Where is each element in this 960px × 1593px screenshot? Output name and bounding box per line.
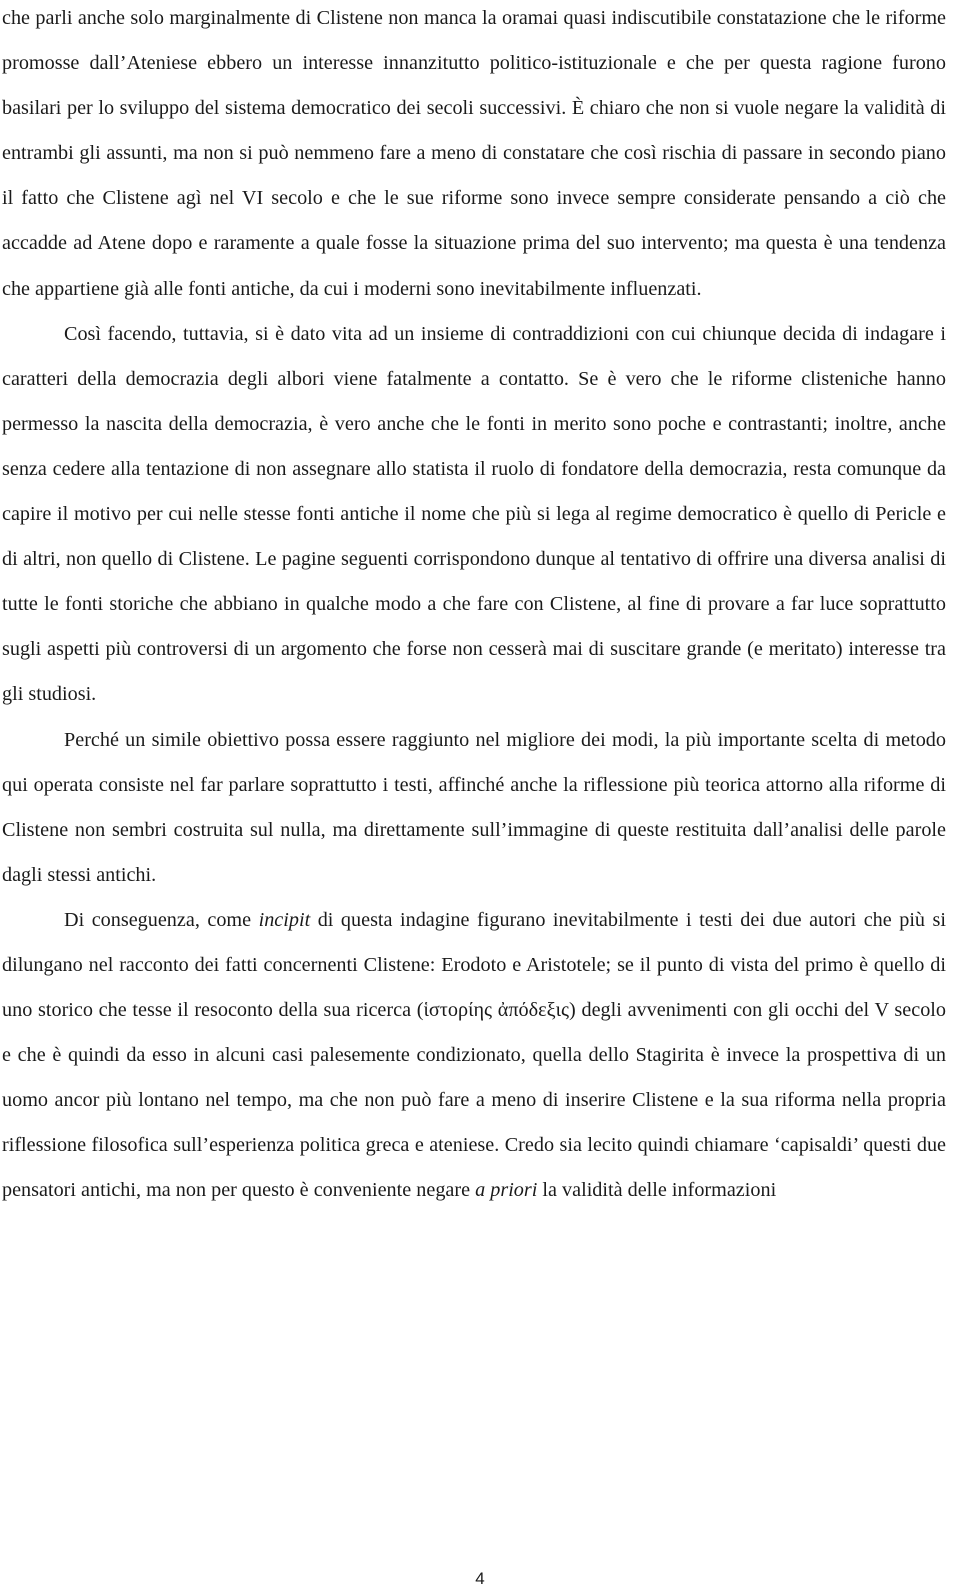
- paragraph-3-text: Perché un simile obiettivo possa essere raggiunto nel migliore dei modi, la più importante scelta di metodo qui operata consiste nel far parlare soprattutto i testi, affinché anche la riflessione più teorica attorno alla riforme di Clistene non sembri costruita sul nulla, ma direttamente sull’immagine di queste restituita dall’analisi delle parole dagli stessi antichi.: [2, 728, 946, 886]
- paragraph-4: [2, 898, 946, 1214]
- paragraph-2: [2, 312, 946, 718]
- paragraph-4-text-b: di questa indagine figurano inevitabilmente i testi dei due autori che più si dilungano nel racconto dei fatti concernenti Clistene: Erodoto e Aristotele; se il punto di vista del primo è quello di uno storico che tesse il resoconto della sua ricerca (ἱστορίης ἀπόδεξις) degli avvenimenti con gli occhi del V secolo e che è quindi da esso in alcuni casi palesemente condizionato, quella dello Stagirita è invece la prospettiva di un uomo ancor più lontano nel tempo, ma che non può fare a meno di inserire Clistene e la sua riforma nella propria riflessione filosofica sull’esperienza politica greca e ateniese. Credo sia lecito quindi chiamare ‘capisaldi’ questi due pensatori antichi, ma non per questo è conveniente negare: [2, 908, 946, 1202]
- a-priori-italic: a priori: [475, 1179, 538, 1202]
- paragraph-2-text: Così facendo, tuttavia, si è dato vita ad un insieme di contraddizioni con cui chiunque decida di indagare i caratteri della democrazia degli albori viene fatalmente a contatto. Se è vero che le riforme clisteniche hanno permesso la nascita della democrazia, è vero anche che le fonti in merito sono poche e contrastanti; inoltre, anche senza cedere alla tentazione di non assegnare allo statista il ruolo di fondatore della democrazia, resta comunque da capire il motivo per cui nelle stesse fonti antiche il nome che più si lega al regime democratico è quello di Pericle e di altri, non quello di Clistene. Le pagine seguenti corrispondono dunque al tentativo di offrire una diversa analisi di tutte le fonti storiche che abbiano in qualche modo a che fare con Clistene, al fine di provare a far luce soprattutto sugli aspetti più controversi di un argomento che forse non cesserà mai di suscitare grande (e meritato) interesse tra gli studiosi.: [2, 322, 946, 706]
- paragraph-1-text: che parli anche solo marginalmente di Clistene non manca la oramai quasi indiscutibile constatazione che le riforme promosse dall’Ateniese ebbero un interesse innanzitutto politico-istituzionale e che per questa ragione furono basilari per lo sviluppo del sistema democratico dei secoli successivi. È chiaro che non si vuole negare la validità di entrambi gli assunti, ma non si può nemmeno fare a meno di constatare che così rischia di passare in secondo piano il fatto che Clistene agì nel VI secolo e che le sue riforme sono invece sempre considerate pensando a ciò che accadde ad Atene dopo e raramente a quale fosse la situazione prima del suo intervento; ma questa è una tendenza che appartiene già alle fonti antiche, da cui i moderni sono inevitabilmente influenzati.: [2, 7, 946, 300]
- body-text: [2, 0, 946, 1214]
- incipit-italic: incipit: [258, 908, 311, 931]
- page-number: 4: [475, 1569, 485, 1588]
- paragraph-4-text-a: Di conseguenza, come: [64, 908, 259, 931]
- paragraph-4-text-c: la validità delle informazioni: [537, 1179, 777, 1202]
- paragraph-3: [2, 718, 946, 898]
- paragraph-1: [2, 0, 946, 312]
